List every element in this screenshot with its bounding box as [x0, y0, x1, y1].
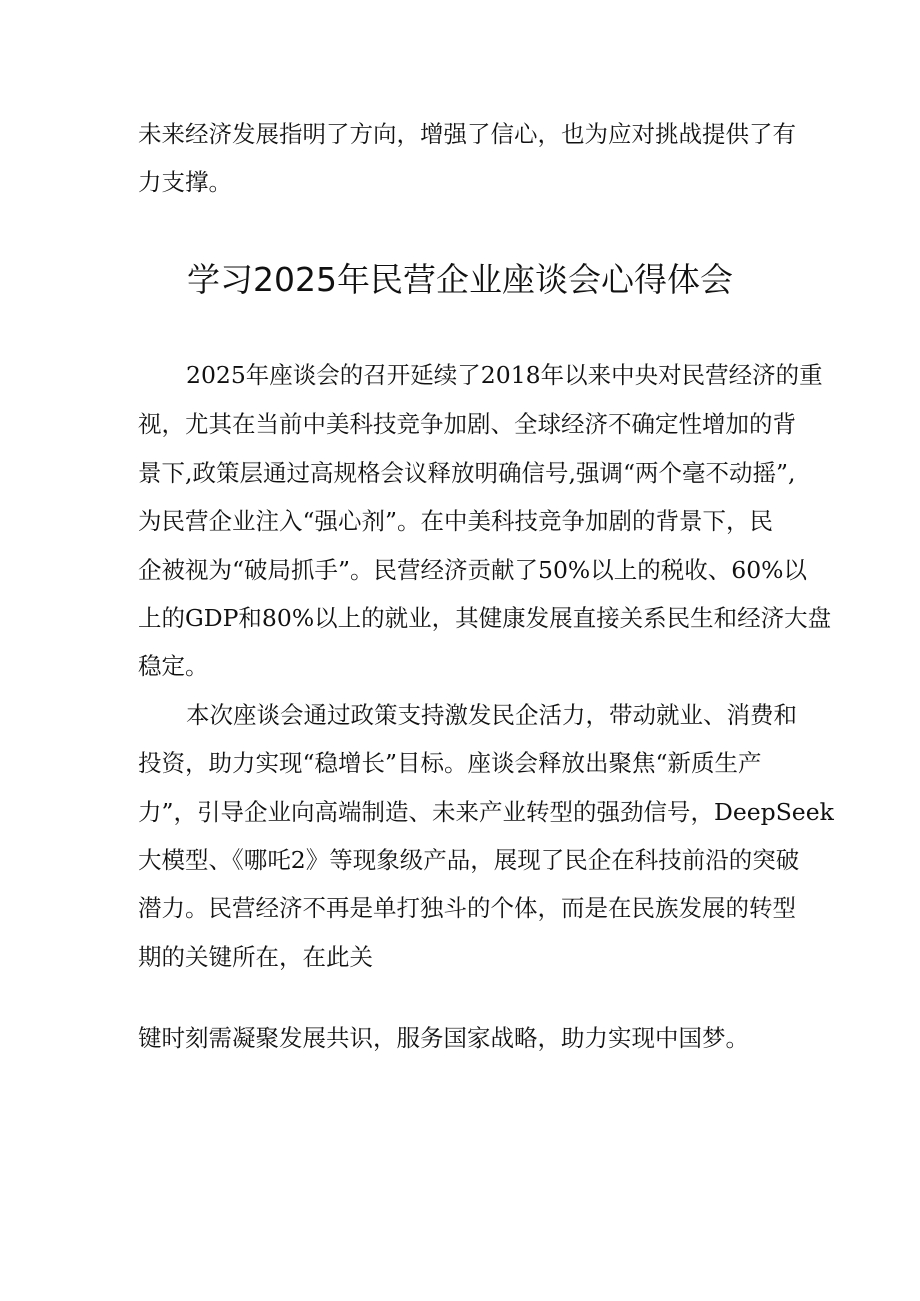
paragraph1-line-3: 景下,政策层通过高规格会议释放明确信号,强调“两个毫不动摇”,	[138, 459, 796, 487]
paragraph2-line-7: 键时刻需凝聚发展共识，服务国家战略，助力实现中国梦。	[138, 1024, 749, 1052]
page-title: 学习2025年民营企业座谈会心得体会	[187, 260, 733, 299]
paragraph2-line-3: 力”，引导企业向高端制造、未来产业转型的强劲信号，DeepSeek	[138, 798, 834, 826]
paragraph1-line-7: 稳定。	[138, 652, 209, 680]
carryover-line-2: 力支撑。	[138, 168, 232, 196]
paragraph2-line-1: 本次座谈会通过政策支持激发民企活力，带动就业、消费和	[186, 701, 797, 729]
paragraph1-line-1: 2025年座谈会的召开延续了2018年以来中央对民营经济的重	[186, 361, 823, 389]
paragraph2-line-2: 投资，助力实现“稳增长”目标。座谈会释放出聚焦“新质生产	[138, 749, 762, 777]
paragraph2-line-5: 潜力。民营经济不再是单打独斗的个体，而是在民族发展的转型	[138, 894, 796, 922]
paragraph1-line-5: 企被视为“破局抓手”。民营经济贡献了50%以上的税收、60%以	[138, 556, 807, 584]
paragraph2-line-6: 期的关键所在，在此关	[138, 943, 373, 971]
carryover-line-1: 未来经济发展指明了方向，增强了信心，也为应对挑战提供了有	[138, 120, 796, 148]
paragraph1-line-4: 为民营企业注入“强心剂”。在中美科技竞争加剧的背景下，民	[138, 507, 774, 535]
paragraph2-line-4: 大模型、《哪吒2》等现象级产品，展现了民企在科技前沿的突破	[138, 846, 800, 874]
paragraph1-line-2: 视，尤其在当前中美科技竞争加剧、全球经济不确定性增加的背	[138, 410, 796, 438]
paragraph1-line-6: 上的GDP和80%以上的就业，其健康发展直接关系民生和经济大盘	[138, 604, 832, 632]
